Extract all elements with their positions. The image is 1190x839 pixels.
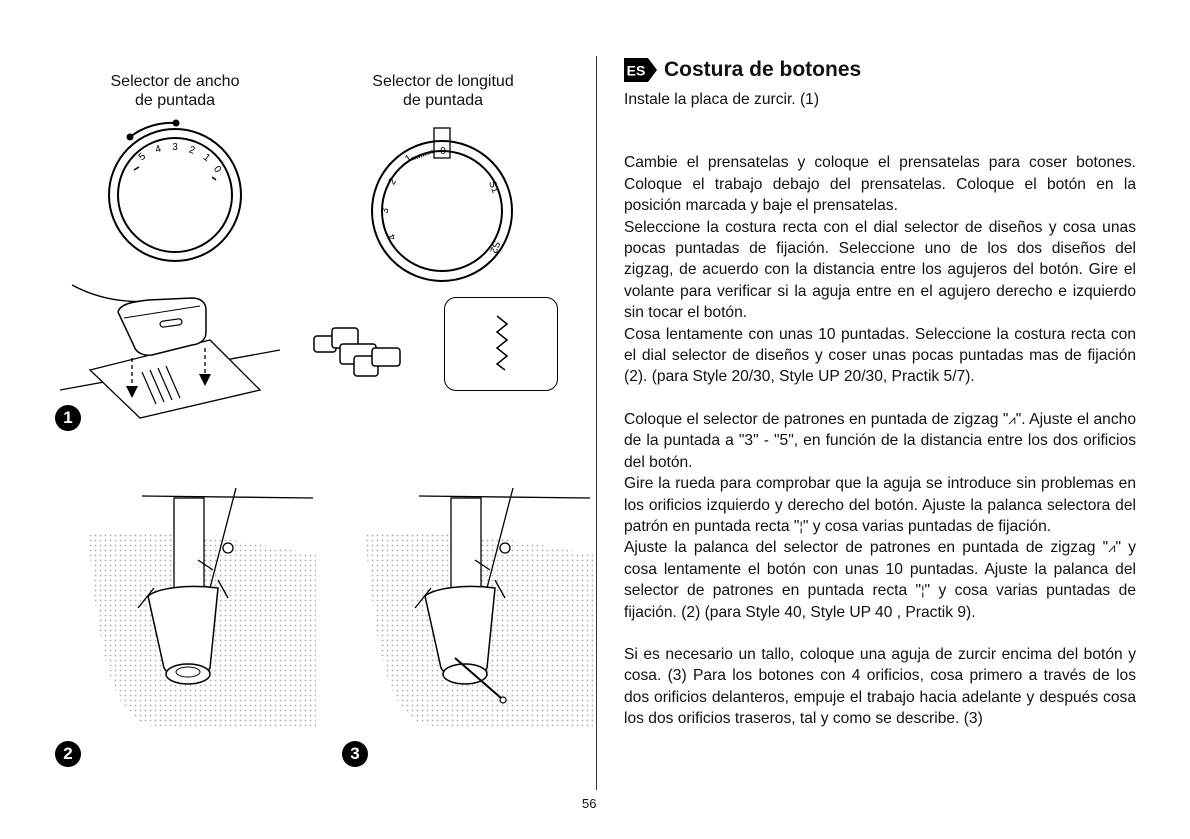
instructions-column <box>624 56 1136 730</box>
width-mark-3: 3 <box>172 142 178 153</box>
column-divider <box>596 56 597 790</box>
instructions-body <box>624 89 1136 730</box>
zigzag-stitch-symbol-icon: ⩘ <box>1008 411 1016 427</box>
width-mark-2: 2 <box>187 144 197 157</box>
length-mark-s1: S1 <box>486 179 501 195</box>
width-mark-0: 0 <box>210 164 224 175</box>
spanish-language-badge <box>624 58 658 82</box>
width-mark-4: 4 <box>153 143 163 156</box>
step-1-badge: 1 <box>55 405 81 431</box>
zigzag-stitch-symbol-icon: ⩘ <box>1108 540 1116 556</box>
section-title: Costura de botones <box>664 58 862 81</box>
zigzag-stitch-icon <box>445 298 557 390</box>
width-mark-1: 1 <box>200 151 213 165</box>
width-mark-5: 5 <box>136 151 149 164</box>
button-foot-illustration <box>310 322 410 388</box>
sewing-button-illustration <box>78 488 318 730</box>
sewing-shank-illustration <box>355 488 595 730</box>
stitch-width-caption: Selector de ancho de puntada <box>110 73 240 109</box>
length-mark-2: 2 <box>386 176 399 187</box>
stitch-length-dial[interactable] <box>368 126 518 282</box>
length-mark-4: 4 <box>386 232 399 242</box>
paragraph-3: Seleccione la costura recta con el dial selector de diseños y cosa unas pocas puntadas de fijación. Seleccione uno de los dos diseños del zigzag, de acuerdo con la distancia entre los agujeros del botón. Gire el volante para verificar si la aguja entre en el agujero derecho e izquierdo sin tocar el botón. <box>624 218 1136 322</box>
paragraph-8: Si es necesario un tallo, coloque una aguja de zurcir encima del botón y cosa. (3) Para los botones con 4 orificios, cosa primero a través de los dos orificios delanteros, empuje el trabajo hacia adelante y después cosa los dos orificios traseros, tal y como se describe. (3) <box>624 645 1136 728</box>
paragraph-5: Coloque el selector de patrones en puntada de zigzag "⩘". Ajuste el ancho de la puntada a "3" - "5", en función de la distancia entre los dos orificios del botón. <box>624 410 1136 471</box>
length-mark-1: 1 <box>403 152 414 166</box>
paragraph-6: Gire la rueda para comprobar que la aguja se introduce sin problemas en los orificios izquierdo y derecho del botón. Ajuste la palanca selectora del patrón en puntada recta "¦" y cosa varias puntadas de fijación. <box>624 473 1136 537</box>
straight-stitch-symbol-icon: ¦ <box>799 518 803 534</box>
paragraph-1: Instale la placa de zurcir. (1) <box>624 91 820 108</box>
darning-plate-illustration <box>60 280 290 420</box>
section-header <box>624 56 1136 84</box>
lang-badge-text: ES <box>626 62 646 79</box>
paragraph-7: Ajuste la palanca del selector de patrones en puntada de zigzag "⩘" y cosa lentamente el botón con unas 10 puntadas. Ajuste la palanca del selector de patrones en puntada recta "¦" y cosa varias puntadas de fijación. (2) (para Style 40, Style UP 40 , Practik 9). <box>624 539 1137 621</box>
length-mark-0: 0 <box>440 146 446 157</box>
paragraph-2: Cambie el prensatelas y coloque el prensatelas para coser botones. Coloque el trabajo debajo del prensatelas. Coloque el botón en la posición marcada y baje el prensatelas. <box>624 154 1136 215</box>
length-mark-s2: S2 <box>487 239 502 255</box>
stitch-width-dial[interactable] <box>100 115 250 265</box>
page-number: 56 <box>582 796 597 811</box>
paragraph-4: Cosa lentamente con unas 10 puntadas. Seleccione la costura recta con el dial selector de diseños y coser unas pocas puntadas mas de fijación (2). (para Style 20/30, Style UP 20/30, Practik 5/7). <box>624 325 1136 386</box>
stitch-length-caption: Selector de longitud de puntada <box>372 73 514 109</box>
zigzag-pattern-box <box>444 297 558 391</box>
step-3-badge: 3 <box>342 741 368 767</box>
step-2-badge: 2 <box>55 741 81 767</box>
straight-stitch-symbol-icon: ¦ <box>921 583 925 599</box>
length-mark-3: 3 <box>379 207 392 215</box>
